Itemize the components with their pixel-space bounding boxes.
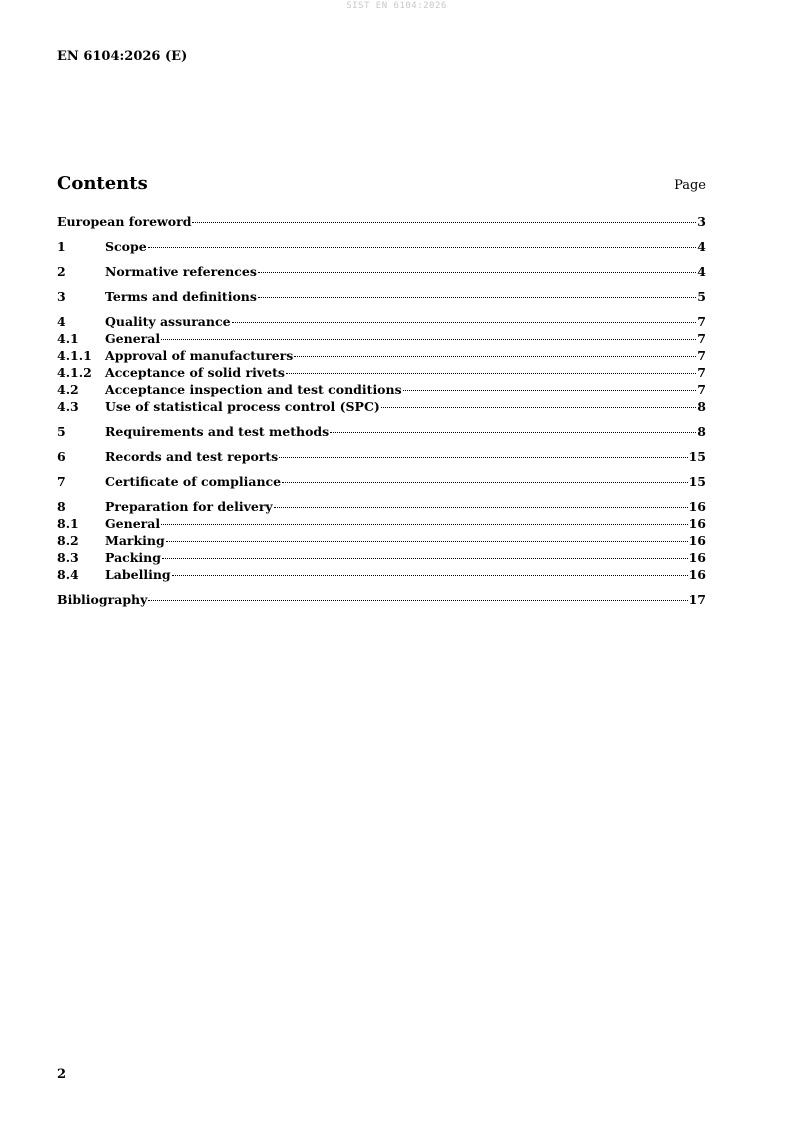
toc-entry-number: 8.1 (57, 516, 79, 531)
toc-entry-page: 15 (688, 474, 706, 489)
page-number: 2 (57, 1067, 67, 1082)
dot-leader (279, 457, 687, 458)
dot-leader (381, 407, 696, 408)
toc-entry-label: Labelling (105, 567, 171, 582)
toc-entry-terms-and-definitions[interactable] (57, 288, 706, 305)
toc-entry-acceptance-of-solid-rivets[interactable] (57, 364, 706, 381)
toc-entry-number: 4.2 (57, 382, 79, 397)
toc-entry-number: 5 (57, 424, 66, 439)
toc-entry-number: 1 (57, 239, 66, 254)
toc-entry-page: 16 (688, 567, 706, 582)
toc-entry-labelling[interactable] (57, 566, 706, 583)
toc-entry-8-1-general[interactable] (57, 515, 706, 532)
dot-leader (294, 356, 696, 357)
dot-leader (282, 482, 687, 483)
toc-entry-label: Marking (105, 533, 165, 548)
toc-entry-label: Quality assurance (105, 314, 231, 329)
toc-entry-marking[interactable] (57, 532, 706, 549)
dot-leader (148, 247, 697, 248)
toc-entry-number: 4.3 (57, 399, 79, 414)
toc-entry-number: 4.1.2 (57, 365, 92, 380)
toc-entry-label: Normative references (105, 264, 257, 279)
toc-entry-number: 6 (57, 449, 66, 464)
toc-entry-quality-assurance[interactable] (57, 313, 706, 330)
toc-entry-4-1-general[interactable] (57, 330, 706, 347)
toc-entry-page: 5 (697, 289, 706, 304)
dot-leader (286, 373, 696, 374)
dot-leader (258, 272, 696, 273)
toc-entry-records-and-test-reports[interactable] (57, 448, 706, 465)
contents-title: Contents (57, 173, 148, 194)
dot-leader (161, 524, 687, 525)
toc-entry-label: Bibliography (57, 592, 148, 607)
toc-entry-acceptance-inspection[interactable] (57, 381, 706, 398)
toc-entry-page: 15 (688, 449, 706, 464)
table-of-contents (57, 213, 706, 608)
toc-entry-european-foreword[interactable] (57, 213, 706, 230)
toc-entry-number: 4 (57, 314, 66, 329)
toc-entry-page: 4 (697, 239, 706, 254)
toc-entry-page: 7 (697, 314, 706, 329)
toc-entry-number: 3 (57, 289, 66, 304)
dot-leader (258, 297, 696, 298)
toc-entry-label: Acceptance inspection and test conditions (105, 382, 402, 397)
toc-entry-label: General (105, 516, 161, 531)
toc-entry-packing[interactable] (57, 549, 706, 566)
toc-entry-label: European foreword (57, 214, 192, 229)
toc-entry-number: 8.2 (57, 533, 79, 548)
toc-entry-number: 8 (57, 499, 66, 514)
toc-entry-certificate-of-compliance[interactable] (57, 473, 706, 490)
toc-entry-approval-of-manufacturers[interactable] (57, 347, 706, 364)
dot-leader (403, 390, 697, 391)
document-id: EN 6104:2026 (E) (57, 49, 188, 64)
dot-leader (161, 339, 696, 340)
toc-entry-number: 8.4 (57, 567, 79, 582)
toc-entry-page: 7 (697, 382, 706, 397)
dot-leader (172, 575, 688, 576)
toc-entry-scope[interactable] (57, 238, 706, 255)
toc-entry-page: 16 (688, 533, 706, 548)
toc-entry-statistical-process-control[interactable] (57, 398, 706, 415)
toc-entry-label: Approval of manufacturers (105, 348, 294, 363)
toc-entry-page: 8 (697, 399, 706, 414)
dot-leader (192, 222, 696, 223)
toc-entry-number: 4.1 (57, 331, 79, 346)
toc-entry-page: 17 (688, 592, 706, 607)
toc-entry-label: Terms and definitions (105, 289, 257, 304)
toc-entry-number: 4.1.1 (57, 348, 92, 363)
toc-entry-label: Packing (105, 550, 162, 565)
toc-entry-preparation-for-delivery[interactable] (57, 498, 706, 515)
toc-entry-label: Acceptance of solid rivets (105, 365, 285, 380)
dot-leader (330, 432, 696, 433)
toc-entry-page: 7 (697, 365, 706, 380)
page-column-label: Page (674, 178, 706, 193)
toc-entry-page: 7 (697, 331, 706, 346)
toc-entry-requirements-and-test-methods[interactable] (57, 423, 706, 440)
toc-entry-label: Use of statistical process control (SPC) (105, 399, 380, 414)
toc-entry-label: Certificate of compliance (105, 474, 282, 489)
toc-entry-number: 2 (57, 264, 66, 279)
toc-entry-label: Records and test reports (105, 449, 279, 464)
toc-entry-number: 7 (57, 474, 66, 489)
watermark: SIST EN 6104:2026 (346, 1, 447, 11)
toc-entry-page: 8 (697, 424, 706, 439)
toc-entry-label: Preparation for delivery (105, 499, 273, 514)
toc-entry-page: 16 (688, 499, 706, 514)
toc-entry-page: 4 (697, 264, 706, 279)
contents-header (57, 173, 706, 194)
toc-entry-page: 16 (688, 516, 706, 531)
dot-leader (162, 558, 688, 559)
dot-leader (232, 322, 697, 323)
dot-leader (274, 507, 688, 508)
toc-entry-bibliography[interactable] (57, 591, 706, 608)
toc-entry-normative-references[interactable] (57, 263, 706, 280)
toc-entry-label: Scope (105, 239, 147, 254)
toc-entry-label: General (105, 331, 161, 346)
toc-entry-page: 7 (697, 348, 706, 363)
toc-entry-label: Requirements and test methods (105, 424, 330, 439)
toc-entry-number: 8.3 (57, 550, 79, 565)
toc-entry-page: 16 (688, 550, 706, 565)
dot-leader (166, 541, 688, 542)
toc-entry-page: 3 (697, 214, 706, 229)
dot-leader (148, 600, 687, 601)
